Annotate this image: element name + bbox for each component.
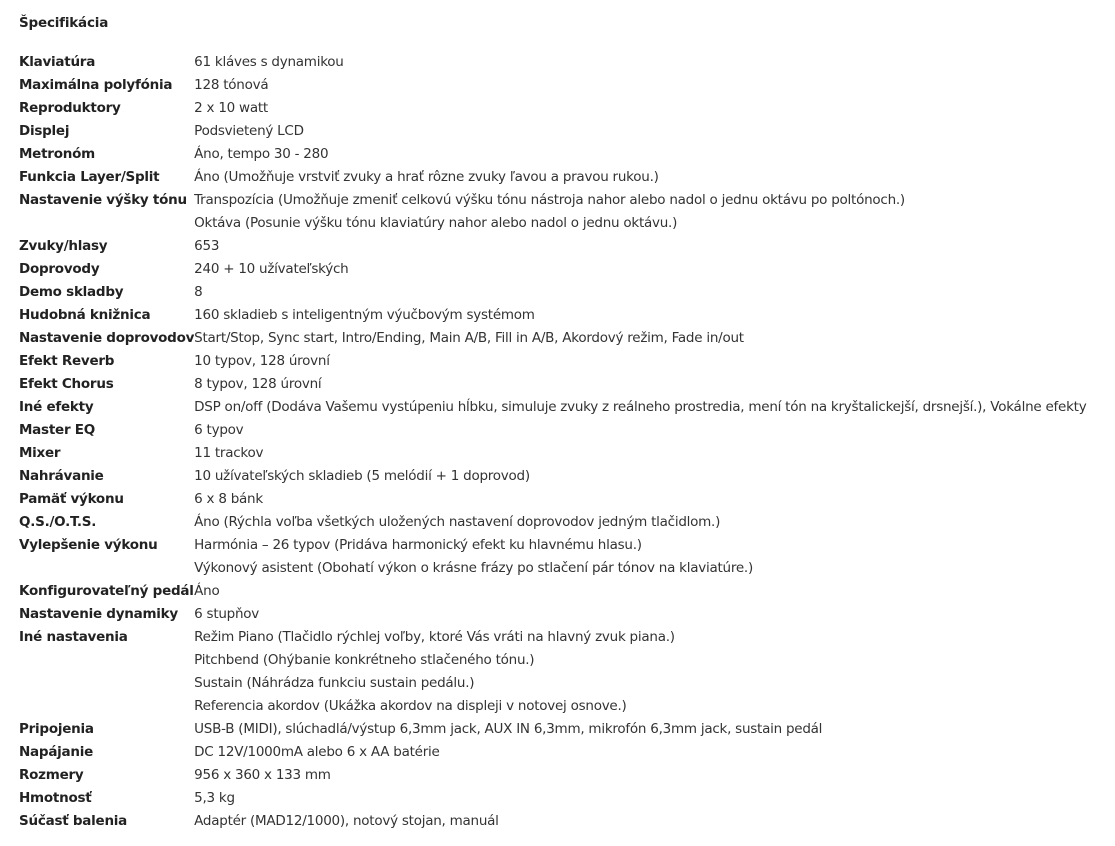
spec-value <box>194 143 1086 166</box>
spec-label: Pamäť výkonu <box>19 491 124 507</box>
spec-row <box>19 350 1086 373</box>
spec-label: Nastavenie výšky tónu <box>19 192 187 208</box>
spec-value <box>194 419 1086 442</box>
spec-row <box>19 626 1086 718</box>
spec-value <box>194 166 1086 189</box>
spec-value <box>194 810 1086 833</box>
spec-row <box>19 189 1086 235</box>
spec-row <box>19 235 1086 258</box>
spec-row <box>19 327 1086 350</box>
spec-value <box>194 51 1086 74</box>
spec-label: Napájanie <box>19 744 94 760</box>
spec-label: Nastavenie doprovodov <box>19 330 195 346</box>
spec-value-line: 11 trackov <box>194 445 264 461</box>
spec-label: Hudobná knižnica <box>19 307 151 323</box>
specification-table <box>19 51 1086 833</box>
spec-label: Doprovody <box>19 261 100 277</box>
spec-row <box>19 120 1086 143</box>
spec-value-line: 10 užívateľských skladieb (5 melódií + 1 doprovod) <box>194 468 530 484</box>
spec-label: Pripojenia <box>19 721 94 737</box>
spec-row <box>19 488 1086 511</box>
spec-value <box>194 281 1086 304</box>
spec-row <box>19 373 1086 396</box>
spec-row <box>19 51 1086 74</box>
spec-value-line: Pitchbend (Ohýbanie konkrétneho stlačeného tónu.) <box>194 652 535 668</box>
spec-value <box>194 511 1086 534</box>
spec-value-line: 2 x 10 watt <box>194 100 268 116</box>
spec-row <box>19 166 1086 189</box>
spec-label: Iné nastavenia <box>19 629 128 645</box>
spec-value-line: Áno, tempo 30 - 280 <box>194 146 329 162</box>
spec-row <box>19 511 1086 534</box>
spec-value-line: Áno (Umožňuje vrstviť zvuky a hrať rôzne zvuky ľavou a pravou rukou.) <box>194 169 659 185</box>
spec-row <box>19 143 1086 166</box>
spec-row <box>19 281 1086 304</box>
spec-row <box>19 465 1086 488</box>
specification-table-body <box>19 51 1086 833</box>
spec-value-line: 61 kláves s dynamikou <box>194 54 344 70</box>
spec-value <box>194 350 1086 373</box>
spec-label: Reproduktory <box>19 100 121 116</box>
spec-value <box>194 580 1086 603</box>
spec-value-line: Sustain (Náhrádza funkciu sustain pedálu.) <box>194 675 475 691</box>
spec-row <box>19 304 1086 327</box>
spec-row <box>19 97 1086 120</box>
spec-row <box>19 419 1086 442</box>
spec-value-line: 240 + 10 užívateľských <box>194 261 349 277</box>
spec-row <box>19 396 1086 419</box>
spec-value <box>194 741 1086 764</box>
spec-value <box>194 258 1086 281</box>
spec-value <box>194 97 1086 120</box>
spec-label: Vylepšenie výkonu <box>19 537 158 553</box>
spec-label: Konfigurovateľný pedál <box>19 583 194 599</box>
spec-value-line: 5,3 kg <box>194 790 235 806</box>
spec-value <box>194 626 1086 718</box>
spec-label: Master EQ <box>19 422 95 438</box>
spec-value-line: Áno <box>194 583 220 599</box>
spec-row <box>19 741 1086 764</box>
spec-value-line: Režim Piano (Tlačidlo rýchlej voľby, ktoré Vás vráti na hlavný zvuk piana.) <box>194 629 675 645</box>
spec-value-line: 6 stupňov <box>194 606 260 622</box>
spec-value <box>194 764 1086 787</box>
spec-value-line: 6 x 8 bánk <box>194 491 263 507</box>
spec-value <box>194 534 1086 580</box>
spec-value <box>194 396 1086 419</box>
spec-row <box>19 258 1086 281</box>
spec-value <box>194 787 1086 810</box>
spec-row <box>19 603 1086 626</box>
spec-value-line: Podsvietený LCD <box>194 123 304 139</box>
section-heading: Špecifikácia <box>19 15 109 31</box>
spec-value-line: Oktáva (Posunie výšku tónu klaviatúry nahor alebo nadol o jednu oktávu.) <box>194 215 678 231</box>
spec-value <box>194 373 1086 396</box>
spec-value-line: 10 typov, 128 úrovní <box>194 353 330 369</box>
spec-value-line: 653 <box>194 238 220 254</box>
spec-row <box>19 787 1086 810</box>
spec-label: Efekt Chorus <box>19 376 114 392</box>
spec-value-line: 6 typov <box>194 422 244 438</box>
spec-value <box>194 603 1086 626</box>
spec-label: Zvuky/hlasy <box>19 238 108 254</box>
spec-label: Klaviatúra <box>19 54 96 70</box>
spec-label: Funkcia Layer/Split <box>19 169 160 185</box>
spec-value-line: 128 tónová <box>194 77 269 93</box>
spec-value-line: DC 12V/1000mA alebo 6 x AA batérie <box>194 744 440 760</box>
spec-row <box>19 810 1086 833</box>
spec-value <box>194 304 1086 327</box>
spec-label: Nahrávanie <box>19 468 104 484</box>
spec-value-line: 956 x 360 x 133 mm <box>194 767 331 783</box>
spec-label: Hmotnosť <box>19 790 92 806</box>
spec-value-line: 8 <box>194 284 203 300</box>
spec-row <box>19 534 1086 580</box>
spec-value-line: Výkonový asistent (Obohatí výkon o krásne frázy po stlačení pár tónov na klaviatúre.) <box>194 560 753 576</box>
spec-value-line: Áno (Rýchla voľba všetkých uložených nastavení doprovodov jedným tlačidlom.) <box>194 514 721 530</box>
spec-row <box>19 764 1086 787</box>
spec-value-line: Adaptér (MAD12/1000), notový stojan, manuál <box>194 813 499 829</box>
spec-label: Displej <box>19 123 70 139</box>
spec-label: Iné efekty <box>19 399 94 415</box>
spec-value <box>194 465 1086 488</box>
spec-value <box>194 120 1086 143</box>
spec-label: Demo skladby <box>19 284 124 300</box>
spec-value <box>194 189 1086 235</box>
spec-value-line: USB-B (MIDI), slúchadlá/výstup 6,3mm jack, AUX IN 6,3mm, mikrofón 6,3mm jack, sustain pedál <box>194 721 823 737</box>
spec-value-line: Referencia akordov (Ukážka akordov na displeji v notovej osnove.) <box>194 698 627 714</box>
spec-label: Nastavenie dynamiky <box>19 606 178 622</box>
spec-label: Metronóm <box>19 146 95 162</box>
spec-value <box>194 74 1086 97</box>
spec-row <box>19 442 1086 465</box>
spec-value <box>194 327 1086 350</box>
spec-value <box>194 235 1086 258</box>
spec-row <box>19 580 1086 603</box>
spec-label: Efekt Reverb <box>19 353 115 369</box>
spec-label: Rozmery <box>19 767 84 783</box>
spec-value-line: 160 skladieb s inteligentným výučbovým systémom <box>194 307 535 323</box>
spec-label: Q.S./O.T.S. <box>19 514 97 530</box>
spec-value-line: DSP on/off (Dodáva Vašemu vystúpeniu hĺbku, simuluje zvuky z reálneho prostredia, mení tón na kryštalickejší, drsnejší.), Vokálne efekty <box>194 399 1087 415</box>
spec-label: Mixer <box>19 445 61 461</box>
spec-value-line: Transpozícia (Umožňuje zmeniť celkovú výšku tónu nástroja nahor alebo nadol o jednu oktávu po poltónoch.) <box>194 192 905 208</box>
spec-row <box>19 74 1086 97</box>
spec-value-line: 8 typov, 128 úrovní <box>194 376 322 392</box>
spec-label: Maximálna polyfónia <box>19 77 173 93</box>
spec-row <box>19 718 1086 741</box>
spec-value <box>194 488 1086 511</box>
spec-value-line: Harmónia – 26 typov (Pridáva harmonický efekt ku hlavnému hlasu.) <box>194 537 642 553</box>
spec-value-line: Start/Stop, Sync start, Intro/Ending, Main A/B, Fill in A/B, Akordový režim, Fade in/out <box>194 330 744 346</box>
spec-value <box>194 718 1086 741</box>
spec-label: Súčasť balenia <box>19 813 128 829</box>
spec-value <box>194 442 1086 465</box>
